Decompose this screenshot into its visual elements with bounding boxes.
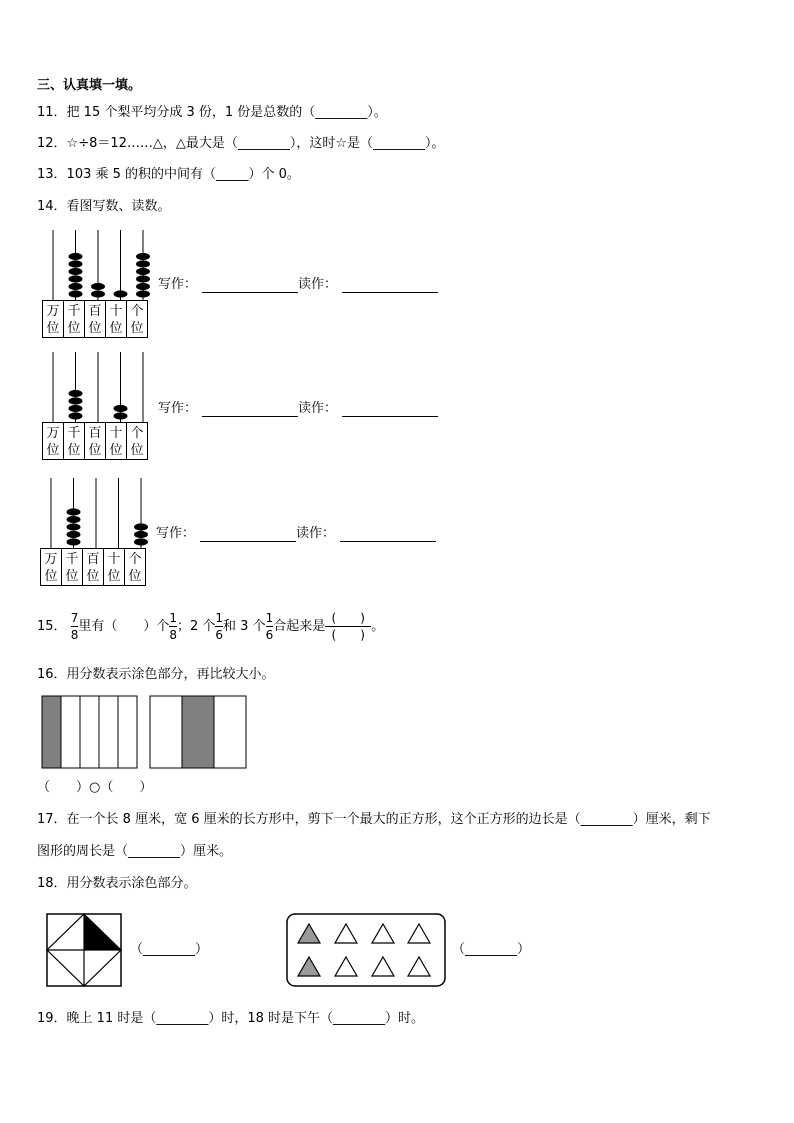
q18-square-figure — [45, 912, 125, 990]
place-label: 千 位 — [61, 548, 83, 586]
place-label: 个 位 — [126, 422, 148, 460]
abacus-2 — [42, 350, 162, 460]
write-label-3: 写作： — [156, 526, 196, 541]
fraction-1-6-b: $\frac{1}{6}$ — [265, 611, 274, 642]
question-14: 14．看图写数、读数。 — [37, 199, 171, 214]
q18-blank-1[interactable]: （________） — [130, 942, 209, 957]
abacus-bead — [136, 253, 150, 260]
place-label: 百 位 — [84, 422, 106, 460]
fraction-1-8: $\frac{1}{8}$ — [169, 611, 177, 642]
place-label: 千 位 — [63, 300, 85, 338]
abacus-bead — [114, 405, 128, 412]
write-label-1: 写作： — [158, 277, 198, 292]
read-label-1: 读作： — [298, 277, 338, 292]
abacus-bead — [136, 260, 150, 267]
question-16: 16．用分数表示涂色部分，再比较大小。 — [37, 667, 275, 682]
place-value-labels — [42, 422, 148, 460]
abacus-bead — [69, 290, 83, 297]
abacus-bead — [67, 538, 81, 545]
abacus-rods — [42, 350, 162, 422]
abacus-bead — [136, 283, 150, 290]
read-label-2: 读作： — [298, 401, 338, 416]
abacus-bead — [136, 275, 150, 282]
q18-blank-2[interactable]: （________） — [452, 942, 531, 957]
write-label-2: 写作： — [158, 401, 198, 416]
place-label: 个 位 — [126, 300, 148, 338]
write-blank-3[interactable] — [200, 540, 296, 542]
abacus-bead — [69, 397, 83, 404]
q16-strips — [40, 695, 250, 770]
place-label: 千 位 — [63, 422, 85, 460]
abacus-bead — [134, 538, 148, 545]
abacus-bead — [69, 275, 83, 282]
question-19: 19．晚上 11 时是（________）时，18 时是下午（________）时。 — [37, 1011, 425, 1026]
q15-number: 15． — [37, 619, 67, 634]
abacus-rods — [40, 476, 160, 548]
question-12: 12．☆÷8＝12……△，△最大是（________），这时☆是（________）。 — [37, 136, 445, 151]
abacus-bead — [67, 516, 81, 523]
question-13: 13．103 乘 5 的积的中间有（_____）个 0。 — [37, 167, 300, 182]
abacus-bead — [69, 405, 83, 412]
write-blank-2[interactable] — [202, 415, 298, 417]
abacus-3 — [40, 476, 160, 586]
abacus-bead — [91, 290, 105, 297]
read-label-3: 读作： — [296, 526, 336, 541]
question-17-line1: 17．在一个长 8 厘米，宽 6 厘米的长方形中，剪下一个最大的正方形，这个正方形的边长是（________）厘米，剩下 — [37, 812, 711, 827]
place-label: 万 位 — [42, 300, 64, 338]
place-value-labels — [40, 548, 146, 586]
abacus-bead — [69, 268, 83, 275]
place-label: 个 位 — [124, 548, 146, 586]
abacus-bead — [69, 390, 83, 397]
place-label: 万 位 — [40, 548, 62, 586]
write-blank-1[interactable] — [202, 291, 298, 293]
abacus-bead — [67, 508, 81, 515]
abacus-bead — [134, 523, 148, 530]
question-17-line2: 图形的周长是（________）厘米。 — [37, 844, 233, 859]
abacus-bead — [67, 523, 81, 530]
read-blank-3[interactable] — [340, 540, 436, 542]
strip2-shaded-part — [182, 696, 214, 768]
abacus-bead — [69, 412, 83, 419]
q18-triangles-figure — [285, 912, 450, 990]
abacus-1 — [42, 228, 162, 338]
section-title: 三、认真填一填。 — [37, 78, 142, 93]
q16-answer[interactable]: （ ）○（ ） — [37, 780, 153, 795]
place-label: 十 位 — [105, 422, 127, 460]
place-label: 万 位 — [42, 422, 64, 460]
abacus-bead — [69, 283, 83, 290]
abacus-bead — [69, 260, 83, 267]
answer-fraction-blank[interactable]: $\frac{( )}{( )}$ — [325, 611, 371, 642]
question-11: 11．把 15 个梨平均分成 3 份，1 份是总数的（________）。 — [37, 105, 387, 120]
question-15: 15． $\frac{7}{8}$ 里有（ ）个 $\frac{1}{8}$ ；2 个 $\frac{1}{6}$ 和 3 个 $\frac{1}{6}$ 合起来是 $\frac{( )}{( )}$ 。 — [37, 611, 385, 642]
place-label: 十 位 — [105, 300, 127, 338]
place-label: 十 位 — [103, 548, 125, 586]
abacus-rods — [42, 228, 162, 300]
read-blank-2[interactable] — [342, 415, 438, 417]
abacus-bead — [91, 283, 105, 290]
abacus-bead — [67, 531, 81, 538]
question-18: 18．用分数表示涂色部分。 — [37, 876, 197, 891]
abacus-bead — [69, 253, 83, 260]
strip1-shaded-part — [42, 696, 61, 768]
place-label: 百 位 — [84, 300, 106, 338]
abacus-bead — [114, 412, 128, 419]
abacus-bead — [114, 290, 128, 297]
place-label: 百 位 — [82, 548, 104, 586]
abacus-bead — [134, 531, 148, 538]
fraction-7-8: $\frac{7}{8}$ — [70, 611, 79, 642]
place-value-labels — [42, 300, 148, 338]
abacus-bead — [136, 268, 150, 275]
fraction-1-6-a: $\frac{1}{6}$ — [215, 611, 224, 642]
read-blank-1[interactable] — [342, 291, 438, 293]
abacus-bead — [136, 290, 150, 297]
